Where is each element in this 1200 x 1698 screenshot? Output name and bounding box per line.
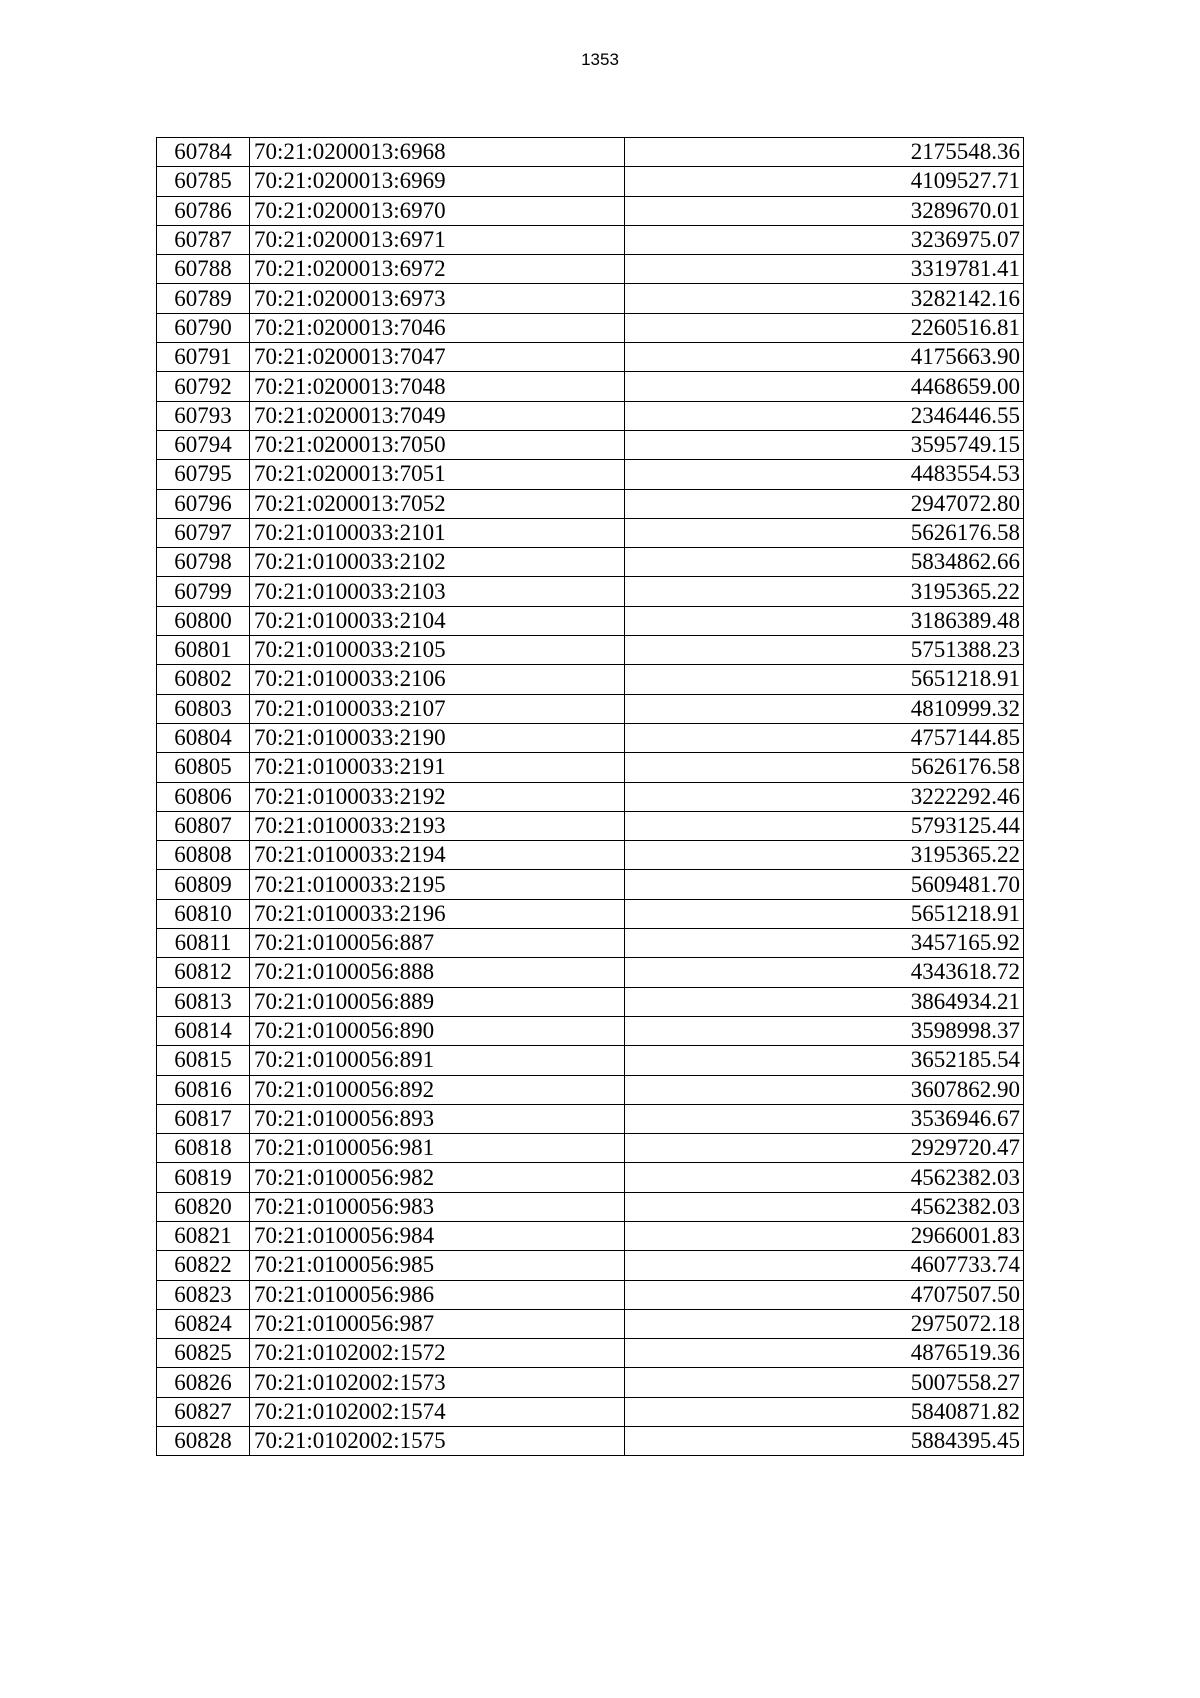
cadastre-table-container — [156, 137, 1024, 1456]
cadastral-number-cell: 70:21:0100056:887 — [250, 929, 625, 958]
value-cell: 3607862.90 — [625, 1075, 1024, 1104]
row-number-cell: 60818 — [157, 1134, 250, 1163]
cadastral-number-cell: 70:21:0200013:7046 — [250, 313, 625, 342]
cadastral-number-cell: 70:21:0200013:6972 — [250, 255, 625, 284]
row-number-cell: 60811 — [157, 929, 250, 958]
cadastral-number-cell: 70:21:0100033:2191 — [250, 753, 625, 782]
row-number-cell: 60822 — [157, 1251, 250, 1280]
row-number-cell: 60814 — [157, 1016, 250, 1045]
row-number-cell: 60792 — [157, 372, 250, 401]
value-cell: 5609481.70 — [625, 870, 1024, 899]
row-number-cell: 60806 — [157, 782, 250, 811]
value-cell: 5007558.27 — [625, 1368, 1024, 1397]
table-row — [157, 1280, 1024, 1309]
table-row — [157, 1075, 1024, 1104]
table-row — [157, 636, 1024, 665]
cadastral-number-cell: 70:21:0100056:982 — [250, 1163, 625, 1192]
table-row — [157, 811, 1024, 840]
value-cell: 3536946.67 — [625, 1104, 1024, 1133]
value-cell: 5626176.58 — [625, 753, 1024, 782]
table-row — [157, 1104, 1024, 1133]
value-cell: 5651218.91 — [625, 665, 1024, 694]
value-cell: 5651218.91 — [625, 899, 1024, 928]
table-row — [157, 723, 1024, 752]
row-number-cell: 60785 — [157, 167, 250, 196]
value-cell: 3236975.07 — [625, 225, 1024, 254]
table-row — [157, 1368, 1024, 1397]
row-number-cell: 60815 — [157, 1046, 250, 1075]
value-cell: 4468659.00 — [625, 372, 1024, 401]
value-cell: 4343618.72 — [625, 958, 1024, 987]
table-row — [157, 343, 1024, 372]
cadastral-number-cell: 70:21:0100056:981 — [250, 1134, 625, 1163]
value-cell: 3457165.92 — [625, 929, 1024, 958]
row-number-cell: 60807 — [157, 811, 250, 840]
table-row — [157, 665, 1024, 694]
table-row — [157, 987, 1024, 1016]
row-number-cell: 60808 — [157, 841, 250, 870]
table-row — [157, 1339, 1024, 1368]
table-row — [157, 1163, 1024, 1192]
row-number-cell: 60784 — [157, 138, 250, 167]
table-row — [157, 372, 1024, 401]
table-row — [157, 430, 1024, 459]
cadastral-number-cell: 70:21:0100033:2102 — [250, 548, 625, 577]
cadastral-number-cell: 70:21:0200013:7049 — [250, 401, 625, 430]
cadastral-number-cell: 70:21:0100056:986 — [250, 1280, 625, 1309]
cadastral-number-cell: 70:21:0100056:888 — [250, 958, 625, 987]
cadastral-number-cell: 70:21:0102002:1573 — [250, 1368, 625, 1397]
cadastral-number-cell: 70:21:0102002:1572 — [250, 1339, 625, 1368]
cadastral-number-cell: 70:21:0200013:7047 — [250, 343, 625, 372]
table-row — [157, 1016, 1024, 1045]
row-number-cell: 60803 — [157, 694, 250, 723]
cadastral-number-cell: 70:21:0100033:2106 — [250, 665, 625, 694]
table-row — [157, 694, 1024, 723]
cadastral-number-cell: 70:21:0100056:891 — [250, 1046, 625, 1075]
value-cell: 4483554.53 — [625, 460, 1024, 489]
cadastral-number-cell: 70:21:0100033:2195 — [250, 870, 625, 899]
value-cell: 4707507.50 — [625, 1280, 1024, 1309]
cadastral-number-cell: 70:21:0200013:6968 — [250, 138, 625, 167]
value-cell: 5840871.82 — [625, 1397, 1024, 1426]
table-row — [157, 1192, 1024, 1221]
row-number-cell: 60817 — [157, 1104, 250, 1133]
row-number-cell: 60824 — [157, 1309, 250, 1338]
table-row — [157, 401, 1024, 430]
table-row — [157, 225, 1024, 254]
row-number-cell: 60790 — [157, 313, 250, 342]
cadastral-number-cell: 70:21:0100056:987 — [250, 1309, 625, 1338]
value-cell: 4109527.71 — [625, 167, 1024, 196]
value-cell: 3222292.46 — [625, 782, 1024, 811]
cadastral-number-cell: 70:21:0100056:890 — [250, 1016, 625, 1045]
value-cell: 3289670.01 — [625, 196, 1024, 225]
row-number-cell: 60809 — [157, 870, 250, 899]
row-number-cell: 60787 — [157, 225, 250, 254]
cadastral-number-cell: 70:21:0200013:7048 — [250, 372, 625, 401]
value-cell: 3195365.22 — [625, 841, 1024, 870]
value-cell: 5626176.58 — [625, 518, 1024, 547]
value-cell: 3319781.41 — [625, 255, 1024, 284]
table-body — [157, 138, 1024, 1456]
value-cell: 2260516.81 — [625, 313, 1024, 342]
value-cell: 4562382.03 — [625, 1192, 1024, 1221]
row-number-cell: 60826 — [157, 1368, 250, 1397]
row-number-cell: 60812 — [157, 958, 250, 987]
table-row — [157, 929, 1024, 958]
row-number-cell: 60823 — [157, 1280, 250, 1309]
cadastral-number-cell: 70:21:0200013:6969 — [250, 167, 625, 196]
page-number: 1353 — [581, 50, 619, 69]
table-row — [157, 841, 1024, 870]
table-row — [157, 958, 1024, 987]
row-number-cell: 60788 — [157, 255, 250, 284]
cadastral-number-cell: 70:21:0100033:2192 — [250, 782, 625, 811]
cadastral-number-cell: 70:21:0100033:2190 — [250, 723, 625, 752]
cadastral-number-cell: 70:21:0100056:892 — [250, 1075, 625, 1104]
value-cell: 2947072.80 — [625, 489, 1024, 518]
value-cell: 4175663.90 — [625, 343, 1024, 372]
row-number-cell: 60799 — [157, 577, 250, 606]
value-cell: 5834862.66 — [625, 548, 1024, 577]
cadastral-number-cell: 70:21:0200013:7050 — [250, 430, 625, 459]
row-number-cell: 60820 — [157, 1192, 250, 1221]
row-number-cell: 60827 — [157, 1397, 250, 1426]
row-number-cell: 60825 — [157, 1339, 250, 1368]
table-row — [157, 167, 1024, 196]
row-number-cell: 60789 — [157, 284, 250, 313]
value-cell: 2966001.83 — [625, 1221, 1024, 1250]
cadastral-number-cell: 70:21:0200013:6971 — [250, 225, 625, 254]
table-row — [157, 196, 1024, 225]
row-number-cell: 60797 — [157, 518, 250, 547]
table-row — [157, 1134, 1024, 1163]
cadastral-number-cell: 70:21:0100033:2196 — [250, 899, 625, 928]
cadastral-number-cell: 70:21:0100056:984 — [250, 1221, 625, 1250]
table-row — [157, 255, 1024, 284]
table-row — [157, 1427, 1024, 1456]
value-cell: 2175548.36 — [625, 138, 1024, 167]
table-row — [157, 577, 1024, 606]
row-number-cell: 60804 — [157, 723, 250, 752]
row-number-cell: 60791 — [157, 343, 250, 372]
table-row — [157, 899, 1024, 928]
row-number-cell: 60805 — [157, 753, 250, 782]
table-row — [157, 870, 1024, 899]
cadastral-number-cell: 70:21:0100033:2104 — [250, 606, 625, 635]
row-number-cell: 60796 — [157, 489, 250, 518]
value-cell: 4876519.36 — [625, 1339, 1024, 1368]
value-cell: 2346446.55 — [625, 401, 1024, 430]
value-cell: 5793125.44 — [625, 811, 1024, 840]
table-row — [157, 1309, 1024, 1338]
table-row — [157, 518, 1024, 547]
value-cell: 5884395.45 — [625, 1427, 1024, 1456]
table-row — [157, 1397, 1024, 1426]
table-row — [157, 138, 1024, 167]
value-cell: 3595749.15 — [625, 430, 1024, 459]
cadastral-number-cell: 70:21:0200013:6973 — [250, 284, 625, 313]
cadastre-table — [156, 137, 1024, 1456]
row-number-cell: 60816 — [157, 1075, 250, 1104]
row-number-cell: 60800 — [157, 606, 250, 635]
table-row — [157, 782, 1024, 811]
row-number-cell: 60794 — [157, 430, 250, 459]
table-row — [157, 313, 1024, 342]
cadastral-number-cell: 70:21:0100033:2193 — [250, 811, 625, 840]
table-row — [157, 1046, 1024, 1075]
cadastral-number-cell: 70:21:0200013:7052 — [250, 489, 625, 518]
table-row — [157, 1251, 1024, 1280]
row-number-cell: 60798 — [157, 548, 250, 577]
row-number-cell: 60793 — [157, 401, 250, 430]
value-cell: 4607733.74 — [625, 1251, 1024, 1280]
cadastral-number-cell: 70:21:0100033:2103 — [250, 577, 625, 606]
value-cell: 2929720.47 — [625, 1134, 1024, 1163]
row-number-cell: 60810 — [157, 899, 250, 928]
table-row — [157, 753, 1024, 782]
cadastral-number-cell: 70:21:0102002:1574 — [250, 1397, 625, 1426]
cadastral-number-cell: 70:21:0100056:985 — [250, 1251, 625, 1280]
value-cell: 3864934.21 — [625, 987, 1024, 1016]
table-row — [157, 284, 1024, 313]
table-row — [157, 606, 1024, 635]
value-cell: 3652185.54 — [625, 1046, 1024, 1075]
table-row — [157, 489, 1024, 518]
table-row — [157, 1221, 1024, 1250]
value-cell: 4810999.32 — [625, 694, 1024, 723]
cadastral-number-cell: 70:21:0100033:2105 — [250, 636, 625, 665]
row-number-cell: 60795 — [157, 460, 250, 489]
cadastral-number-cell: 70:21:0200013:6970 — [250, 196, 625, 225]
cadastral-number-cell: 70:21:0100033:2107 — [250, 694, 625, 723]
row-number-cell: 60802 — [157, 665, 250, 694]
value-cell: 2975072.18 — [625, 1309, 1024, 1338]
row-number-cell: 60786 — [157, 196, 250, 225]
row-number-cell: 60819 — [157, 1163, 250, 1192]
cadastral-number-cell: 70:21:0102002:1575 — [250, 1427, 625, 1456]
value-cell: 3195365.22 — [625, 577, 1024, 606]
row-number-cell: 60801 — [157, 636, 250, 665]
row-number-cell: 60813 — [157, 987, 250, 1016]
cadastral-number-cell: 70:21:0100033:2194 — [250, 841, 625, 870]
value-cell: 3282142.16 — [625, 284, 1024, 313]
value-cell: 5751388.23 — [625, 636, 1024, 665]
cadastral-number-cell: 70:21:0100056:983 — [250, 1192, 625, 1221]
table-row — [157, 548, 1024, 577]
cadastral-number-cell: 70:21:0200013:7051 — [250, 460, 625, 489]
cadastral-number-cell: 70:21:0100033:2101 — [250, 518, 625, 547]
row-number-cell: 60821 — [157, 1221, 250, 1250]
cadastral-number-cell: 70:21:0100056:889 — [250, 987, 625, 1016]
value-cell: 4562382.03 — [625, 1163, 1024, 1192]
row-number-cell: 60828 — [157, 1427, 250, 1456]
value-cell: 3186389.48 — [625, 606, 1024, 635]
value-cell: 4757144.85 — [625, 723, 1024, 752]
cadastral-number-cell: 70:21:0100056:893 — [250, 1104, 625, 1133]
value-cell: 3598998.37 — [625, 1016, 1024, 1045]
table-row — [157, 460, 1024, 489]
